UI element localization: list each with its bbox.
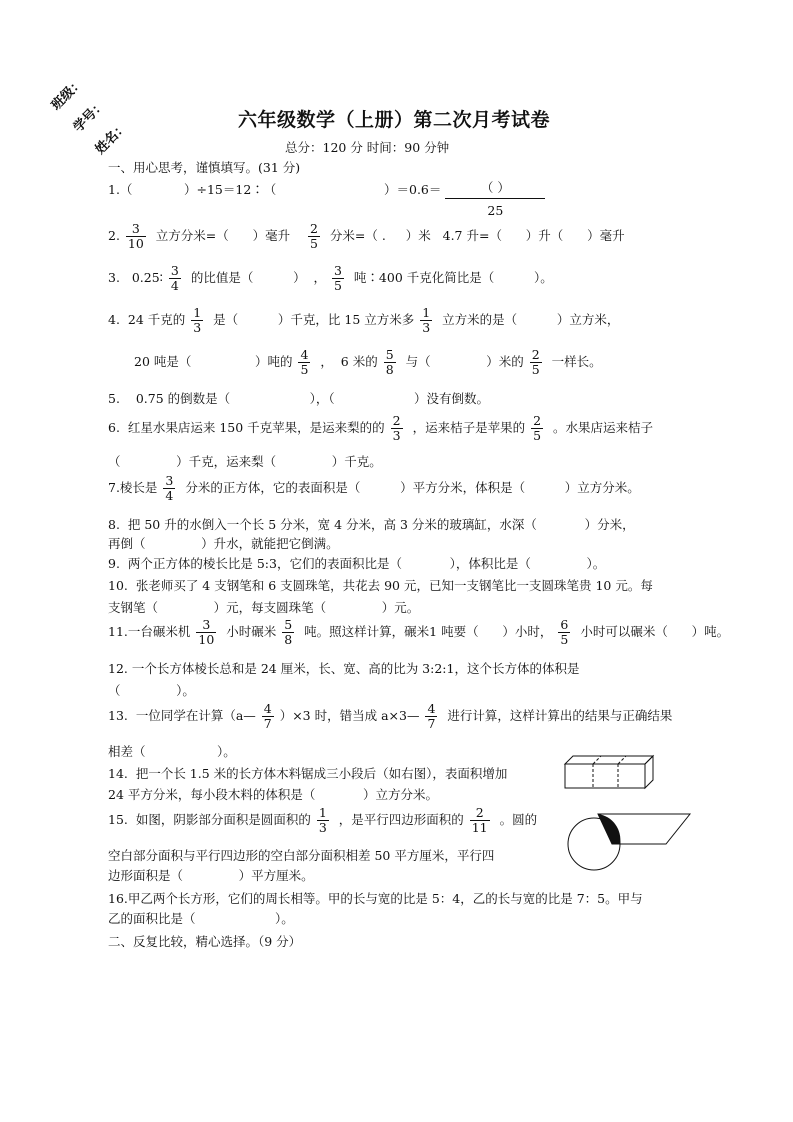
circle-parallelogram-figure xyxy=(562,806,694,874)
question-14-continued: 24 平方分米，每小段木料的体积是（ ）立方分米。 xyxy=(108,787,439,802)
student-number-label: 学号： xyxy=(70,97,110,136)
question-16: 16.甲乙两个长方形，它们的周长相等。甲的长与宽的比是 5：4，乙的长与宽的比是 7：5。甲与 xyxy=(108,891,643,906)
question-10: 10. 张老师买了 4 支钢笔和 6 支圆珠笔，共花去 90 元，已知一支钢笔比一支圆珠笔贵 10 元。每 xyxy=(108,578,653,593)
sawed-box-figure xyxy=(560,752,660,792)
q1-fraction: （ ） 25 xyxy=(445,178,545,218)
question-12-continued: （ ）。 xyxy=(108,683,195,698)
question-1: 1.（ ）÷15＝12∶（ ）＝0.6＝ （ ） 25 xyxy=(108,180,545,218)
question-3: 3. 0.25∶ $\frac{3}{4}$ 的比值是（ ） ， $\frac{3}{5}$ 吨∶400 千克化简比是（ ）。 xyxy=(108,263,553,293)
question-14: 14. 把一个长 1.5 米的长方体木料锯成三小段后（如右图），表面积增加 xyxy=(108,766,508,781)
page-title: 六年级数学（上册）第二次月考试卷 xyxy=(238,109,551,131)
question-4: 4. 24 千克的 $\frac{1}{3}$ 是（ ）千克，比 15 立方米多 $\frac{1}{3}$ 立方米的是（ ）立方米， xyxy=(108,305,620,335)
exam-meta: 总分：120 分 时间：90 分钟 xyxy=(285,140,450,155)
question-2: 2. $\frac{3}{10}$ 立方分米=（ ）毫升 $\frac{2}{5}$ 分米=（ . ）米 4.7 升=（ ）升（ ）毫升 xyxy=(108,221,625,251)
student-name-label: 姓名： xyxy=(92,119,132,158)
question-8-continued: 再倒（ ）升水，就能把它倒满。 xyxy=(108,536,339,551)
question-10-continued: 支钢笔（ ）元，每支圆珠笔（ ）元。 xyxy=(108,600,420,615)
section-1-heading: 一、用心思考，谨慎填写。(31 分) xyxy=(108,160,301,175)
question-16-continued: 乙的面积比是（ ）。 xyxy=(108,911,294,926)
question-11: 11.一台碾米机 $\frac{3}{10}$ 小时碾米 $\frac{5}{8}$ 吨。照这样计算，碾米1 吨要（ ）小时， $\frac{6}{5}$ 小时可以碾米（ ）吨。 xyxy=(108,617,730,647)
question-6-continued: （ ）千克，运来梨（ ）千克。 xyxy=(108,454,382,469)
question-6: 6. 红星水果店运来 150 千克苹果，是运来梨的的 $\frac{2}{3}$ ，运来桔子是苹果的 $\frac{2}{5}$ 。水果店运来桔子 xyxy=(108,413,653,443)
question-15-continued-2: 边形面积是（ ）平方厘米。 xyxy=(108,868,314,883)
question-15: 15. 如图，阴影部分面积是圆面积的 $\frac{1}{3}$ ，是平行四边形面积的 $\frac{2}{11}$ 。圆的 xyxy=(108,805,538,835)
question-7: 7.棱长是 $\frac{3}{4}$ 分米的正方体，它的表面积是（ ）平方分米，体积是（ ）立方分米。 xyxy=(108,473,640,503)
section-2-heading: 二、反复比较，精心选择。（9 分） xyxy=(108,934,302,949)
question-4-continued: 20 吨是（ ）吨的 $\frac{4}{5}$ ， 6 米的 $\frac{5}{8}$ 与（ ）米的 $\frac{2}{5}$ 一样长。 xyxy=(134,347,602,377)
question-13-continued: 相差（ ）。 xyxy=(108,744,236,759)
question-9: 9. 两个正方体的棱长比是 5:3，它们的表面积比是（ ），体积比是（ ）。 xyxy=(108,556,606,571)
question-12: 12. 一个长方体棱长总和是 24 厘米，长、宽、高的比为 3:2:1，这个长方体的体积是 xyxy=(108,661,580,676)
question-5: 5. 0.75 的倒数是（ ），（ ）没有倒数。 xyxy=(108,391,490,406)
question-13: 13. 一位同学在计算（a— $\frac{4}{7}$ ）×3 时，错当成 a×3— $\frac{4}{7}$ 进行计算，这样计算出的结果与正确结果 xyxy=(108,701,673,731)
question-8: 8. 把 50 升的水倒入一个长 5 分米，宽 4 分米，高 3 分米的玻璃缸，水深（ ）分米， xyxy=(108,517,635,532)
class-label: 班级： xyxy=(48,75,88,114)
question-15-continued: 空白部分面积与平行四边形的空白部分面积相差 50 平方厘米，平行四 xyxy=(108,848,495,863)
